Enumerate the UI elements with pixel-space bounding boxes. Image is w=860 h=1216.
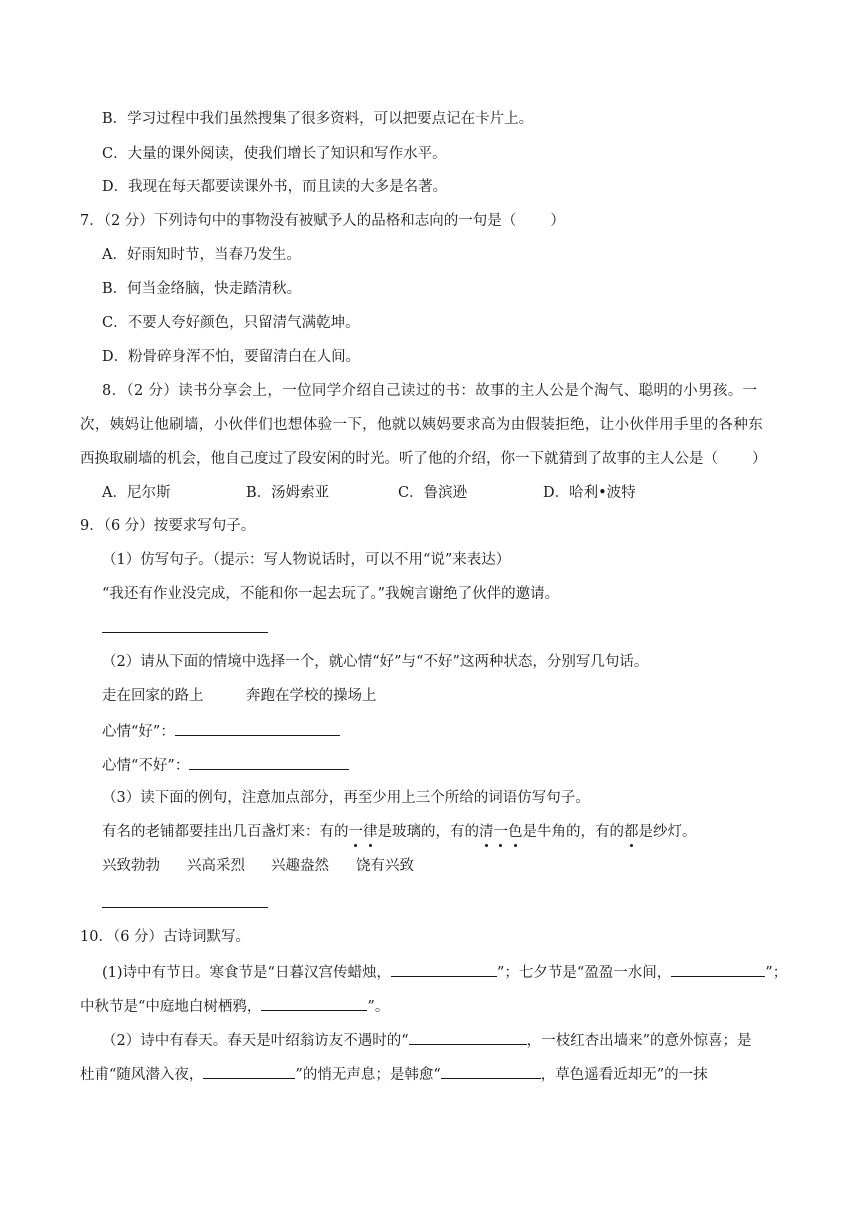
q9-scene-2: 奔跑在学校的操场上 <box>246 688 377 704</box>
q10-blank-5[interactable] <box>203 1063 295 1079</box>
q8-close-paren: ） <box>752 451 767 467</box>
q9-word-2: 兴高采烈 <box>187 858 245 874</box>
q10-line3 <box>102 1029 752 1051</box>
q9-bad-blank[interactable] <box>189 754 349 770</box>
q9-good-label: 心情“好”： <box>102 724 175 740</box>
q9-word-3: 兴趣盎然 <box>271 858 329 874</box>
q8-option-b: B．汤姆索亚 <box>246 485 330 501</box>
q6-option-c: C．大量的课外阅读，使我们增长了知识和写作水平。 <box>102 146 447 162</box>
q9-part1-answer-line[interactable] <box>102 632 268 633</box>
q9-good-mood <box>102 720 340 742</box>
q8-stem-line2: 次，姨妈让他刷墙，小伙伴们也想体验一下，他就以姨妈要求高为由假装拒绝，让小伙伴用手里的各种东 <box>80 417 764 433</box>
q9-word-4: 饶有兴致 <box>356 858 414 874</box>
example-text: 是玻璃的，有的 <box>377 824 479 840</box>
q9-part3-prompt: （3）读下面的例句，注意加点部分，再至少用上三个所给的词语仿写句子。 <box>102 790 590 806</box>
q8-stem-line3-text: 西换取刷墙的机会，他自己度过了段安闲的时光。听了他的介绍，你一下就猜到了故事的主人公是（ <box>80 451 718 467</box>
q8-stem-line1: 8．（2 分）读书分享会上，一位同学介绍自己读过的书：故事的主人公是个淘气、聪明的小男孩。一 <box>102 383 758 399</box>
q10-line1-text-b: ”；七夕节是“盈盈一水间， <box>496 965 672 981</box>
q10-line1 <box>102 961 787 983</box>
q8-option-c: C．鲁滨逊 <box>398 485 468 501</box>
q10-blank-6[interactable] <box>441 1063 541 1079</box>
q9-part3-example <box>102 822 697 842</box>
q10-line1-text-a: (1)诗中有节日。寒食节是“日暮汉宫传蜡烛， <box>102 965 391 981</box>
q10-line1-text-c: ”； <box>765 965 788 981</box>
q7-option-d: D．粉骨碎身浑不怕，要留清白在人间。 <box>102 349 361 365</box>
q10-blank-1[interactable] <box>391 961 497 977</box>
q10-line4 <box>80 1063 708 1085</box>
q7-stem <box>80 211 565 231</box>
dotted-char: 色 <box>508 824 523 840</box>
q7-stem-text: 7．（2 分）下列诗句中的事物没有被赋予人的品格和志向的一句是（ <box>80 213 517 229</box>
q9-bad-label: 心情“不好”： <box>102 758 190 774</box>
q10-blank-4[interactable] <box>409 1029 527 1045</box>
q10-blank-2[interactable] <box>671 961 765 977</box>
dotted-char: 清 <box>479 824 494 840</box>
dotted-char: 律 <box>363 824 378 840</box>
q10-line2-text-a: 中秋节是“中庭地白树栖鸦， <box>80 999 262 1015</box>
q8-option-d: D．哈利•波特 <box>543 485 636 501</box>
q8-option-a: A．尼尔斯 <box>102 485 171 501</box>
q9-part1-example: “我还有作业没完成，不能和你一起去玩了。”我婉言谢绝了伙伴的邀请。 <box>102 586 560 602</box>
q9-part1-prompt: （1）仿写句子。（提示：写人物说话时，可以不用“说”来表达） <box>102 552 511 568</box>
q10-line4-text-b: ”的悄无声息；是韩愈“ <box>295 1067 441 1083</box>
q10-blank-3[interactable] <box>261 995 367 1011</box>
example-text: 是牛角的，有的 <box>522 824 624 840</box>
example-text: 有名的老铺都要挂出几百盏灯来：有的 <box>102 824 349 840</box>
q10-line2-text-b: ”。 <box>367 999 390 1015</box>
q6-option-b: B．学习过程中我们虽然搜集了很多资料，可以把要点记在卡片上。 <box>102 111 534 127</box>
q10-line4-text-a: 杜甫“随风潜入夜， <box>80 1067 204 1083</box>
example-text: 是纱灯。 <box>638 824 697 840</box>
q7-option-b: B．何当金络脑，快走踏清秋。 <box>102 281 302 297</box>
dotted-char: 都 <box>624 824 639 840</box>
q10-line2 <box>80 995 389 1017</box>
q9-scene-1: 走在回家的路上 <box>102 688 204 704</box>
q10-line3-text-a: （2）诗中有春天。春天是叶绍翁访友不遇时的“ <box>102 1033 409 1049</box>
q9-part2-prompt: （2）请从下面的情境中选择一个，就心情“好”与“不好”这两种状态，分别写几句话。 <box>102 654 649 670</box>
q10-line4-text-c: ，草色遥看近却无”的一抹 <box>540 1067 708 1083</box>
q10-line3-text-b: ，一枝红杏出墙来”的意外惊喜；是 <box>526 1033 752 1049</box>
q8-stem-line3 <box>80 449 767 469</box>
q7-close-paren: ） <box>550 213 565 229</box>
dotted-char: 一 <box>348 824 363 840</box>
q10-stem: 10．（6 分）古诗词默写。 <box>80 929 251 945</box>
dotted-char: 一 <box>493 824 508 840</box>
q7-option-a: A．好雨知时节，当春乃发生。 <box>102 247 301 263</box>
q9-word-1: 兴致勃勃 <box>102 858 160 874</box>
q6-option-d: D．我现在每天都要读课外书，而且读的大多是名著。 <box>102 179 448 195</box>
q9-bad-mood <box>102 754 349 776</box>
q9-good-blank[interactable] <box>175 720 340 736</box>
q9-part3-answer-line[interactable] <box>102 907 268 908</box>
q9-stem: 9．（6 分）按要求写句子。 <box>80 518 256 534</box>
q7-option-c: C．不要人夸好颜色，只留清气满乾坤。 <box>102 315 360 331</box>
